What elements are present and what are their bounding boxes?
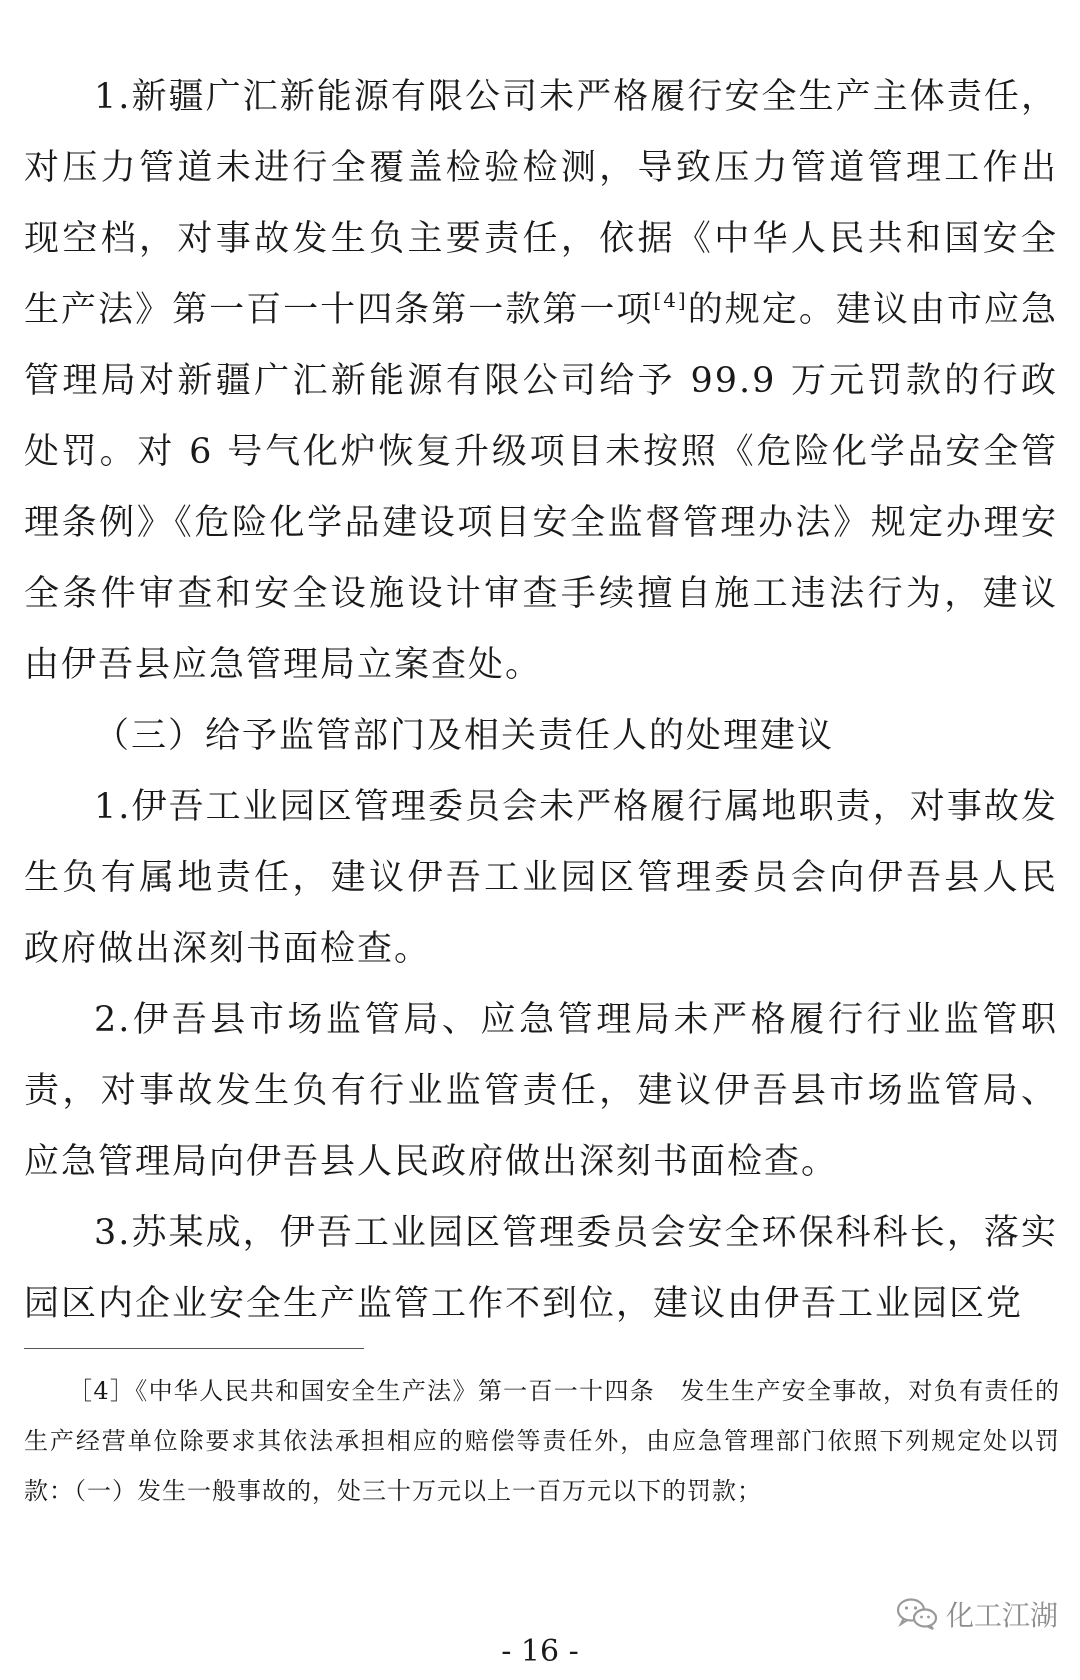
paragraph-county-bureaus: 2.伊吾县市场监管局、应急管理局未严格履行行业监管职责，对事故发生负有行业监管责任，建议伊吾县市场监管局、应急管理局向伊吾县人民政府做出深刻书面检查。 bbox=[24, 1000, 1058, 1182]
footnote-reference: [4] bbox=[653, 288, 688, 312]
paragraph-text: 1.新疆广汇新能源有限公司未严格履行安全生产主体责任，对压力管道未进行全覆盖检验检测，导致压力管道管理工作出现空档，对事故发生负主要责任，依据《中华人民共和国安全生产法》第一百一十四条第一款第一项 bbox=[24, 77, 1058, 330]
paragraph-company-liability bbox=[24, 62, 1058, 701]
watermark bbox=[896, 1594, 1058, 1634]
wechat-icon bbox=[896, 1597, 938, 1631]
watermark-text: 化工江湖 bbox=[945, 1599, 1058, 1632]
paragraph-text: 的规定。建议由市应急管理局对新疆广汇新能源有限公司给予 99.9 万元罚款的行政处罚。对 6 号气化炉恢复升级项目未按照《危险化学品安全管理条例》《危险化学品建设项目安全监督管理办法》规定办理安全条件审查和安全设施设计审查手续擅自施工违法行为，建议由伊吾县应急管理局立案查处。 bbox=[24, 290, 1058, 685]
footnote-marker: ［4］ bbox=[68, 1377, 136, 1405]
paragraph-park-committee: 1.伊吾工业园区管理委员会未严格履行属地职责，对事故发生负有属地责任，建议伊吾工业园区管理委员会向伊吾县人民政府做出深刻书面检查。 bbox=[24, 787, 1058, 969]
footnote-divider bbox=[24, 1348, 364, 1349]
page-number: - 16 - bbox=[501, 1634, 579, 1669]
paragraph-section-chief: 3.苏某成，伊吾工业园区管理委员会安全环保科科长，落实园区内企业安全生产监管工作不到位，建议由伊吾工业园区党 bbox=[24, 1213, 1058, 1324]
body-text bbox=[24, 62, 1058, 1340]
footnote-text: 《中华人民共和国安全生产法》第一百一十四条 发生生产安全事故，对负有责任的生产经营单位除要求其依法承担相应的赔偿等责任外，由应急管理部门依照下列规定处以罚款：（一）发生一般事故的，处三十万元以上一百万元以下的罚款； bbox=[24, 1377, 1060, 1505]
footnote bbox=[24, 1366, 1060, 1516]
section-heading: （三）给予监管部门及相关责任人的处理建议 bbox=[94, 716, 835, 756]
